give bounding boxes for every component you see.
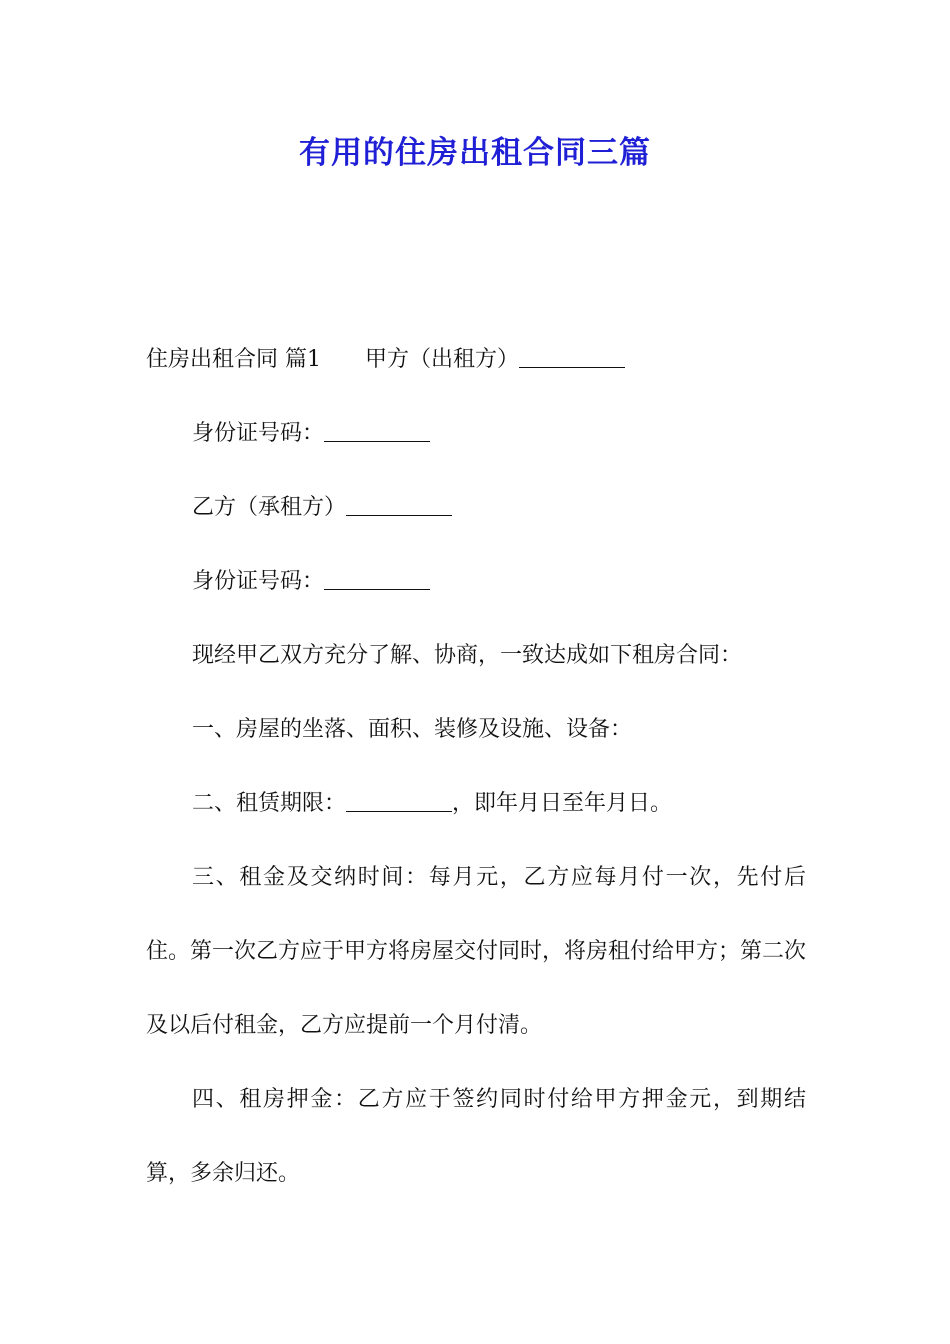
clause-3: 三、租金及交纳时间：每月元，乙方应每月付一次，先付后住。第一次乙方应于甲方将房屋交付同时，将房租付给甲方；第二次及以后付租金，乙方应提前一个月付清。 (146, 865, 807, 1038)
id-b-line (146, 562, 806, 636)
document-title: 有用的住房出租合同三篇 (299, 135, 651, 171)
party-a-blank (519, 343, 625, 368)
clause-1: 一、房屋的坐落、面积、装修及设施、设备： (192, 717, 633, 742)
intro-paragraph: 现经甲乙双方充分了解、协商，一致达成如下租房合同： (192, 643, 743, 668)
id-a-label: 身份证号码： (192, 421, 325, 446)
clause-2-text: ，即年月日至年月日。 (452, 791, 673, 816)
contract-heading-line (146, 340, 806, 414)
id-a-blank (324, 417, 430, 442)
lease-term-blank (346, 787, 452, 812)
id-b-label: 身份证号码： (192, 569, 325, 594)
id-b-blank (324, 565, 430, 590)
contract-heading: 住房出租合同 篇1 (146, 347, 321, 372)
clause-4: 四、租房押金：乙方应于签约同时付给甲方押金元，到期结算，多余归还。 (146, 1087, 806, 1186)
party-b-blank (346, 491, 452, 516)
party-a-label: 甲方（出租方） (365, 347, 520, 372)
party-b-label: 乙方（承租方） (192, 495, 347, 520)
contract-body (146, 340, 806, 1228)
id-a-line (146, 414, 806, 488)
party-b-line (146, 488, 806, 562)
clause-2-label: 二、租赁期限： (192, 791, 347, 816)
